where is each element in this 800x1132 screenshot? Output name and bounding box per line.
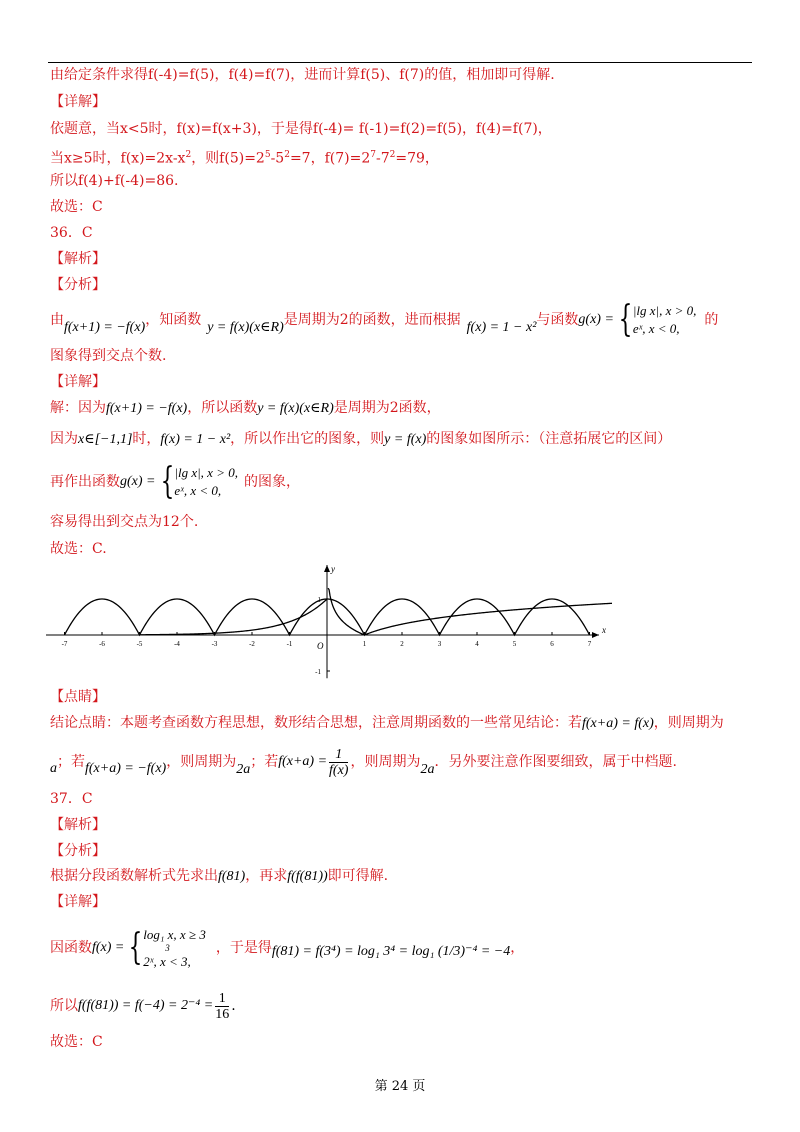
math-expr: y = f(x)(x∈R) [257, 401, 334, 416]
q36-point-1 [50, 714, 724, 733]
q37-detail-header: 【详解】 [50, 894, 106, 910]
math-expr: y = f(x)(x∈R) [207, 320, 284, 335]
text: ，则周期为 [166, 754, 237, 770]
q35-d2-f: =79， [395, 150, 439, 167]
x-tick-label: -7 [61, 640, 68, 648]
g-cases [633, 302, 697, 338]
q36-number: 36．C [50, 225, 93, 241]
case-2: 2ˣ, x < 3, [143, 953, 191, 969]
q37-number: 37．C [50, 791, 93, 807]
text: ，所以作出它的图象，则 [230, 431, 385, 447]
q37-jiexi-header: 【解析】 [50, 817, 106, 833]
math-expr: f(x+1) = −f(x) [106, 401, 188, 416]
math-expr: f(x) = 1 − x² [160, 432, 231, 447]
q36-detail-3 [50, 462, 300, 502]
text: 时， [132, 431, 161, 447]
q35-d2-d: =7，f(7)=2 [289, 150, 371, 167]
text: ，知函数 [145, 312, 202, 328]
x-tick-label: 1 [362, 640, 367, 648]
piecewise-cases [143, 926, 206, 971]
text: 是周期为2函数， [333, 400, 441, 416]
q37-detail-1 [50, 918, 524, 978]
y-tick-label: -1 [315, 668, 321, 676]
text: 再作出函数 [50, 474, 120, 490]
sup: 5 [264, 150, 271, 160]
q35-analysis-line: 由给定条件求得f(-4)=f(5)，f(4)=f(7)，进而计算f(5)、f(7)的值，相加即可得解. [50, 67, 555, 83]
sup: 2 [284, 150, 290, 160]
q35-detail-1: 依题意，当x<5时，f(x)=f(x+3)，于是得f(-4)= f(-1)=f(2)=f(5)，f(4)=f(7)， [50, 121, 552, 137]
axes [46, 565, 599, 678]
x-tick-label: -4 [174, 640, 180, 648]
q36-fenxi-header: 【分析】 [50, 277, 106, 293]
q35-d2-b: ，则f(5)=2 [191, 150, 265, 167]
left-brace: { [160, 461, 174, 502]
math-expr: a [50, 761, 57, 776]
x-axis-arrow [592, 632, 599, 638]
math-expr: f(f(81)) [287, 869, 328, 884]
text: ，再求 [245, 868, 288, 884]
text: 与函数 [536, 312, 579, 328]
q36-point-2 [50, 742, 677, 782]
denominator: 16 [215, 1006, 230, 1022]
text: 的图象， [243, 474, 300, 490]
case-1: log₁ x, x ≥ 3 [143, 926, 206, 942]
y-tick-label: 1 [317, 596, 321, 604]
math-expr: f(x+1) = −f(x) [64, 320, 146, 335]
g-cases [174, 464, 238, 500]
x-tick-label: -2 [249, 640, 255, 648]
text: 因函数 [50, 940, 92, 956]
x-tick-label: -1 [286, 640, 293, 648]
q35-d2-e: -7 [375, 150, 390, 167]
log-base: 3 [165, 942, 170, 953]
sup: 7 [370, 150, 376, 160]
q35-answer: 故选：C [50, 199, 103, 215]
q36-jiexi-header: 【解析】 [50, 251, 106, 267]
text: ，则周期为 [350, 754, 421, 770]
text: 的图象如图所示：（注意拓展它的区间） [426, 431, 672, 447]
x-tick-label: 4 [475, 640, 479, 648]
q37-answer: 故选：C [50, 1034, 103, 1050]
numerator: 1 [329, 747, 348, 763]
x-tick-label: 7 [587, 640, 592, 648]
text: ， [510, 940, 525, 956]
y-axis-label: y [331, 564, 335, 574]
text: ，于是得 [215, 940, 272, 956]
q36-detail-4: 容易得出到交点为12个. [50, 514, 199, 530]
text: . [231, 998, 236, 1014]
page-number: 第 24 页 [374, 1079, 426, 1094]
q35-detail-2 [50, 146, 439, 168]
q37-fenxi-header: 【分析】 [50, 843, 106, 859]
text: ．另外要注意作图要细致，属于中档题. [434, 754, 677, 770]
origin-label: O [317, 641, 324, 651]
text: ；若 [250, 754, 279, 770]
math-expr: g(x) = [578, 312, 614, 327]
math-expr: g(x) = [120, 474, 156, 489]
math-expr: f(x+a) = f(x) [582, 716, 654, 731]
left-brace: { [128, 927, 143, 968]
x-tick-label: 2 [400, 640, 404, 648]
q35-d2-c: -5 [270, 150, 285, 167]
q35-d2-a: 当x≥5时，f(x)=2x-x [50, 150, 186, 167]
q36-detail-header: 【详解】 [50, 374, 106, 390]
header-rule [48, 62, 752, 63]
text: ，则周期为 [653, 715, 724, 731]
text: 结论点睛：本题考查函数方程思想，数形结合思想，注意周期函数的一些常见结论：若 [50, 715, 582, 731]
text: 即可得解. [327, 868, 389, 884]
case-2: eˣ, x < 0, [174, 483, 222, 498]
x-tick-label: 5 [512, 640, 517, 648]
curves [65, 588, 613, 635]
case-1: |lg x|, x > 0, [632, 303, 697, 318]
left-brace: { [618, 299, 633, 340]
q36-dianjing-header: 【点睛】 [50, 689, 106, 705]
math-expr: 2a [420, 762, 435, 777]
sup: 2 [185, 150, 192, 160]
text: ；若 [57, 754, 85, 770]
q36-detail-1 [50, 399, 441, 418]
math-expr: f(x+a) = −f(x) [85, 761, 167, 776]
math-expr: f(x) = 1 − x² [466, 320, 537, 335]
math-expr: f(x+a) = [278, 754, 328, 769]
q36-analysis-line-2: 图象得到交点个数. [50, 348, 167, 364]
q36-analysis-line [50, 300, 718, 340]
tick-labels [62, 564, 606, 676]
text: 由 [50, 312, 64, 328]
x-tick-label: -3 [211, 640, 218, 648]
x-tick-label: -5 [136, 640, 143, 648]
text: 解：因为 [50, 400, 106, 416]
math-expr: f(81) [218, 869, 246, 884]
sup: 2 [389, 150, 396, 160]
text: 的 [704, 312, 719, 328]
g-exp-curve [140, 599, 328, 635]
text: 根据分段函数解析式先求出 [50, 868, 218, 884]
x-tick-label: 6 [550, 640, 554, 648]
x-axis-label: x [602, 625, 606, 635]
fraction [215, 991, 229, 1022]
g-log-curve [328, 588, 612, 635]
q36-answer: 故选：C. [50, 541, 107, 557]
math-expr: f(f(81)) = f(−4) = 2⁻⁴ = [78, 998, 214, 1013]
math-expr: f(81) = f(3⁴) = log₁ 3⁴ = log₁ (1/3)⁻⁴ = −4 [271, 944, 511, 959]
math-expr: f(x) = [92, 940, 125, 955]
q36-detail-2 [50, 430, 671, 449]
x-tick-label: 3 [437, 640, 442, 648]
numerator: 1 [215, 991, 229, 1007]
math-expr: 2a [236, 762, 251, 777]
math-expr: x∈[−1,1] [78, 432, 133, 447]
case-1: |lg x|, x > 0, [174, 465, 238, 480]
x-tick-label: -6 [99, 640, 105, 648]
y-axis-arrow [324, 565, 330, 572]
text: 因为 [50, 431, 78, 447]
function-graph [44, 562, 614, 682]
text: 所以 [50, 998, 78, 1014]
q35-detail-3: 所以f(4)+f(-4)=86. [50, 173, 179, 189]
q35-detail-header: 【详解】 [50, 94, 106, 110]
text: ，所以函数 [187, 400, 258, 416]
case-2: eˣ, x < 0, [632, 321, 680, 336]
denominator: f(x) [329, 762, 349, 778]
text: 是周期为2的函数，进而根据 [283, 312, 461, 328]
math-expr: y = f(x) [384, 432, 427, 447]
q37-detail-2 [50, 988, 236, 1024]
fraction [329, 747, 348, 778]
q37-analysis [50, 867, 388, 886]
